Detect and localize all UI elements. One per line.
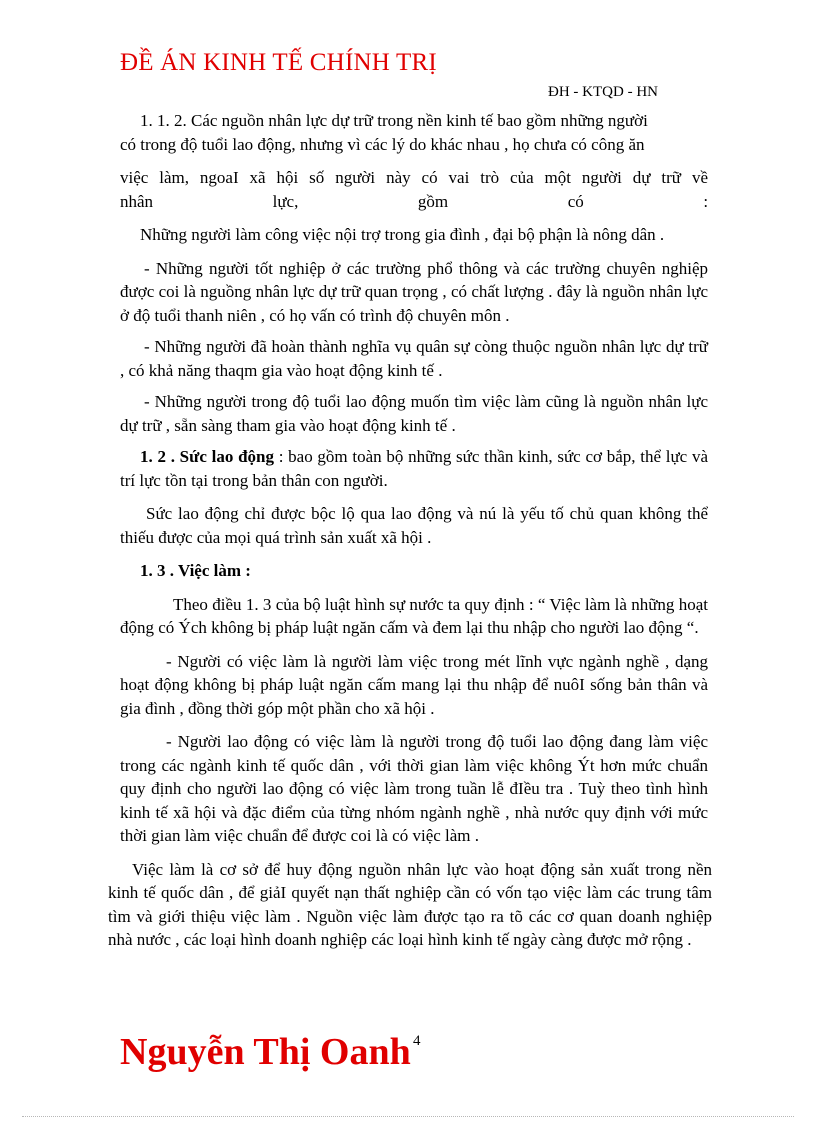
- paragraph-employed-worker: - Người lao động có việc làm là người trong độ tuổi lao động đang làm việc trong các ngành kinh tế quốc dân , với thời gian làm việc không Ýt hơn mức chuẩn quy định cho người lao động có việc làm trong tuần lễ đIều tra . Tuỳ theo tình hình kinh tế xã hội và đặc điểm của từng nhóm ngành nghề , nhà nước quy định với mức thời gian làm việc chuẩn để được coi là có việc làm .: [120, 732, 708, 845]
- paragraph-2-word-3: gồm: [417, 191, 449, 211]
- paragraph-1-1-2: [120, 109, 708, 156]
- paragraph-employment-basis: Việc làm là cơ sở để huy động nguồn nhân lực vào hoạt động sản xuất trong nền kinh tế quốc dân , để giảI quyết nạn thất nghiệp cần có vốn tạo việc làm các trung tâm tìm và giới thiệu việc làm . Nguồn việc làm được tạo ra tõ các cơ quan doanh nghiệp nhà nước , các loại hình doanh nghiệp các loại hình kinh tế ngày càng được mở rộng .: [108, 859, 712, 949]
- labor-power-definition: : bao gồm toàn bộ những sức thần kinh, sức cơ bắp, thể lực và trí lực tồn tại trong bản thân con người.: [120, 447, 708, 490]
- section-heading-1-2: 1. 2 . Sức lao động: [140, 447, 274, 466]
- author-name: Nguyễn Thị Oanh: [120, 1031, 411, 1073]
- page-content: [108, 109, 712, 952]
- document-subtitle: ĐH - KTQD - HN: [548, 84, 658, 100]
- paragraph-2-word-1: nhân: [120, 191, 154, 211]
- paragraph-1-line-2: có trong độ tuổi lao động, nhưng vì các lý do khác nhau , họ chưa có công ăn: [120, 134, 645, 154]
- paragraph-labor-expression: Sức lao động chỉ được bộc lộ qua lao động và nú là yếu tố chủ quan không thể thiếu được của mọi quá trình sản xuất xã hội .: [120, 504, 708, 547]
- paragraph-labor-power: [120, 445, 708, 492]
- paragraph-2-word-5: :: [703, 191, 709, 211]
- section-heading-1-3: 1. 3 . Việc làm :: [140, 561, 251, 580]
- paragraph-housework: Những người làm công việc nội trợ trong gia đình , đại bộ phận là nông dân .: [140, 225, 665, 244]
- paragraph-employed-person: - Người có việc làm là người làm việc trong mét lĩnh vực ngành nghề , dạng hoạt động không bị pháp luật ngăn cấm mang lại thu nhập để nuôI sống bản thân và gia đình , đồng thời góp một phần cho xã hội .: [120, 651, 708, 718]
- paragraph-job-seekers: - Những người trong độ tuổi lao động muốn tìm việc làm cũng là nguồn nhân lực dự trữ , sẵn sàng tham gia vào hoạt động kinh tế .: [120, 392, 708, 435]
- paragraph-2-word-2: lực,: [272, 191, 299, 211]
- paragraph-employment-definition: Theo điều 1. 3 của bộ luật hình sự nước ta quy định : “ Việc làm là những hoạt động có Ých không bị pháp luật ngăn cấm và đem lại thu nhập cho người lao động “.: [120, 594, 708, 637]
- paragraph-1-line-1: 1. 1. 2. Các nguồn nhân lực dự trữ trong nền kinh tế bao gồm những người: [140, 111, 648, 130]
- paragraph-2-word-4: có: [567, 191, 584, 211]
- paragraph-2-line-1: việc làm, ngoaI xã hội số người này có vai trò của một người dự trữ về: [120, 168, 708, 187]
- paragraph-military-service: - Những người đã hoàn thành nghĩa vụ quân sự còng thuộc nguồn nhân lực dự trữ , có khả năng thaqm gia vào hoạt động kinh tế .: [120, 337, 708, 380]
- paragraph-graduates: - Những người tốt nghiệp ở các trường phổ thông và các trường chuyên nghiệp được coi là nguồng nhân lực dự trữ quan trọng , có chất lượng . đây là nguồn nhân lực ở độ tuổi thanh niên , có họ vấn có trình độ chuyên môn .: [120, 258, 708, 325]
- document-title: ĐỀ ÁN KINH TẾ CHÍNH TRỊ: [120, 49, 437, 76]
- paragraph-reserve-role: [120, 166, 708, 213]
- page-number: 4: [413, 1033, 421, 1049]
- page-bottom-divider: [22, 1116, 794, 1117]
